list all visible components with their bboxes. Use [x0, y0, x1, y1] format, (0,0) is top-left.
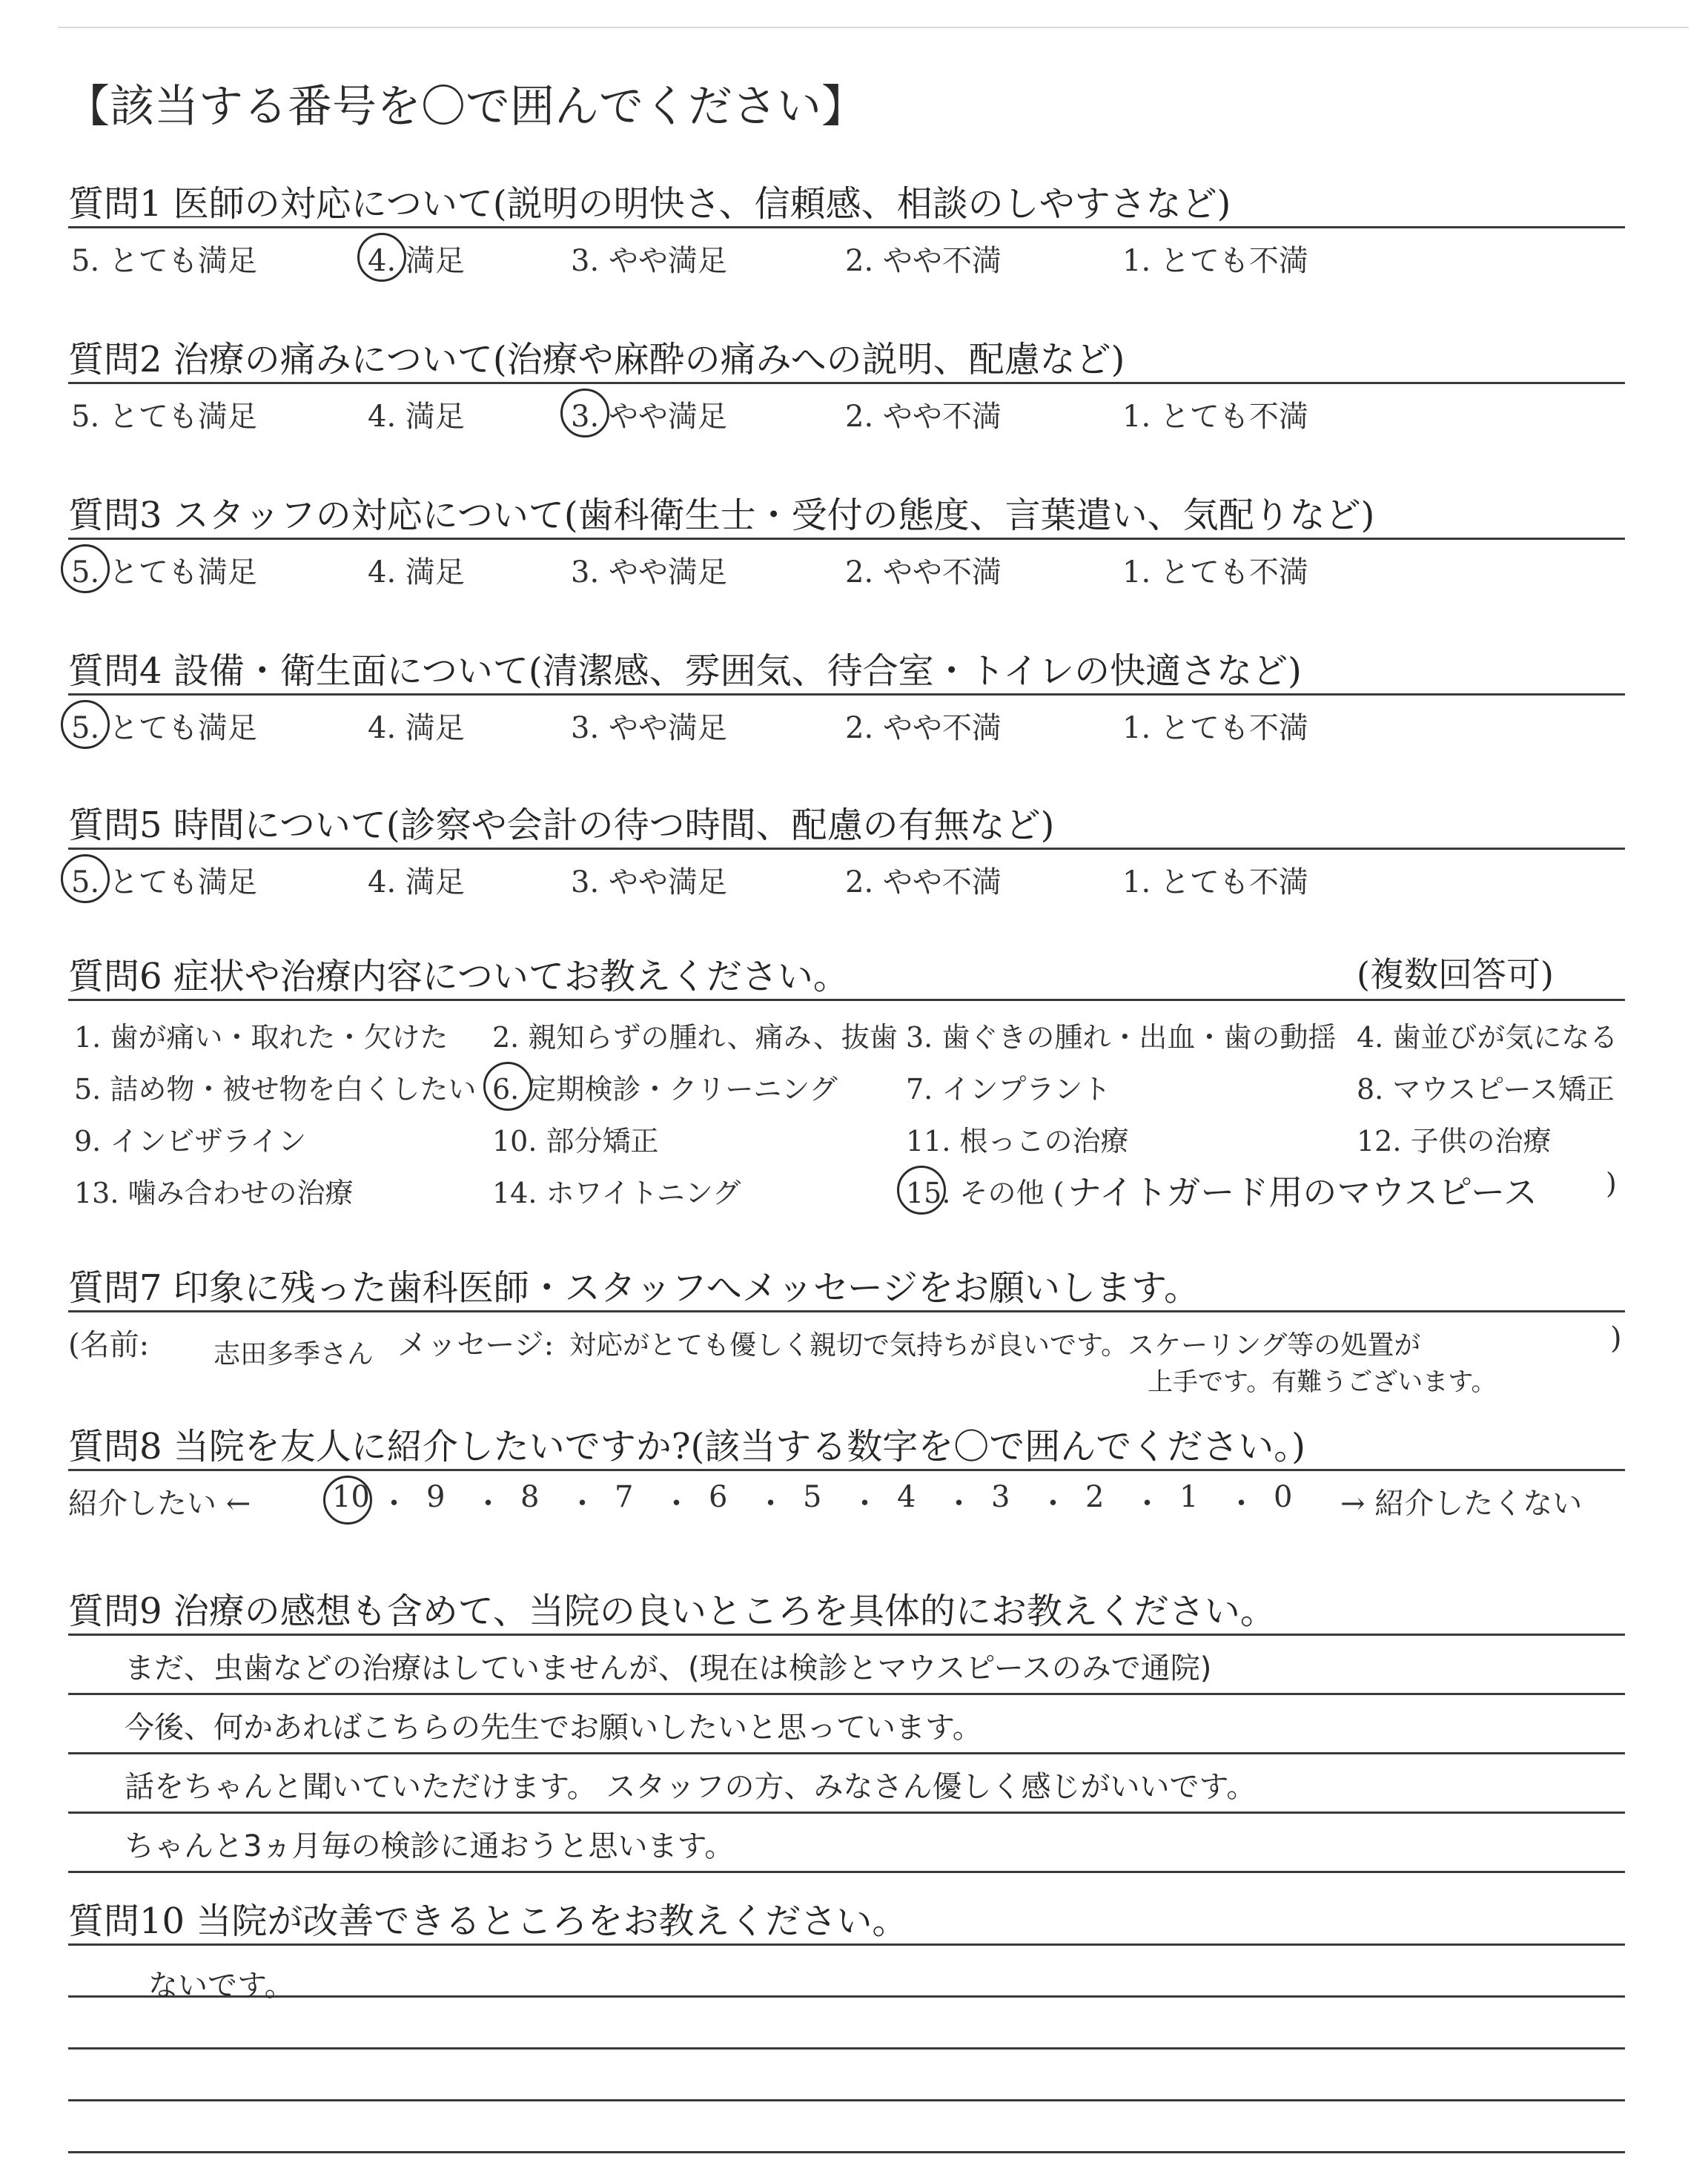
- q8-scale-0: 0: [1274, 1480, 1293, 1514]
- q8-right-label: → 紹介したくない: [1340, 1487, 1583, 1521]
- q3-option-3: 3. やや満足: [571, 555, 727, 589]
- q8-separator: ・: [379, 1487, 409, 1521]
- q1-option-2: 2. やや不満: [845, 244, 1002, 278]
- q8-separator: ・: [473, 1487, 503, 1521]
- q8-scale-6: 6: [709, 1480, 728, 1514]
- q5-option-1: 1. とても不満: [1122, 865, 1308, 899]
- q2-option-3: 3. やや満足: [571, 400, 727, 434]
- q8-separator: ・: [661, 1487, 692, 1521]
- q8-separator: ・: [1038, 1487, 1068, 1521]
- q4-title: 質問4 設備・衛生面について(清潔感、雰囲気、待合室・トイレの快適さなど): [68, 650, 1302, 692]
- q6-option-15: 15. その他 (: [906, 1177, 1065, 1209]
- q7-name-label: (名前:: [68, 1328, 150, 1362]
- q6-note: (複数回答可): [1357, 954, 1554, 994]
- q8-scale-4: 4: [897, 1480, 916, 1514]
- q9-handwriting-3: 話をちゃんと聞いていただけます。 スタッフの方、みなさん優しく感じがいいです。: [125, 1770, 1257, 1804]
- q3-selected-circle: [61, 544, 110, 593]
- q2-title: 質問2 治療の痛みについて(治療や麻酔の痛みへの説明、配慮など): [68, 339, 1125, 380]
- q4-option-1: 1. とても不満: [1122, 711, 1308, 745]
- q10-line-1: [68, 1943, 1625, 1946]
- q1-option-3: 3. やや満足: [571, 244, 727, 278]
- q8-scale-5: 5: [803, 1480, 822, 1514]
- q3-option-2: 2. やや不満: [845, 555, 1002, 589]
- q8-separator: ・: [1226, 1487, 1257, 1521]
- q3-rule: [68, 538, 1625, 540]
- q6-option-3: 3. 歯ぐきの腫れ・出血・歯の動揺: [906, 1021, 1337, 1054]
- q4-selected-circle: [61, 700, 110, 749]
- q8-separator: ・: [850, 1487, 880, 1521]
- q6-option-4: 4. 歯並びが気になる: [1357, 1021, 1618, 1054]
- q1-option-4: 4. 満足: [368, 244, 465, 278]
- q2-option-2: 2. やや不満: [845, 400, 1002, 434]
- q10-handwriting-1: ないです。: [148, 1969, 294, 2003]
- q9-handwriting-1: まだ、虫歯などの治療はしていませんが、(現在は検診とマウスピースのみで通院): [125, 1651, 1212, 1685]
- page-title: 【該当する番号を〇で囲んでください】: [65, 81, 866, 133]
- q6-option-1: 1. 歯が痛い・取れた・欠けた: [74, 1021, 448, 1054]
- q5-option-4: 4. 満足: [368, 865, 465, 899]
- q7-message-line1: 対応がとても優しく親切で気持ちが良いです。スケーリング等の処置が: [569, 1330, 1421, 1361]
- q10-line-3: [68, 2047, 1625, 2050]
- q1-title: 質問1 医師の対応について(説明の明快さ、信頼感、相談のしやすさなど): [68, 183, 1231, 225]
- q9-line-1: [68, 1634, 1625, 1636]
- q6-selected-circle-15: [897, 1166, 946, 1215]
- q6-option-12: 12. 子供の治療: [1357, 1125, 1552, 1157]
- q6-option-13: 13. 噛み合わせの治療: [74, 1177, 354, 1209]
- q8-left-label: 紹介したい ←: [68, 1487, 251, 1521]
- q8-scale-8: 8: [520, 1480, 540, 1514]
- q5-option-3: 3. やや満足: [571, 865, 727, 899]
- q5-selected-circle: [61, 854, 110, 903]
- q7-name-handwriting: 志田多季さん: [214, 1339, 374, 1370]
- q6-option-10: 10. 部分矯正: [492, 1125, 659, 1157]
- q9-line-2: [68, 1693, 1625, 1695]
- q9-title: 質問9 治療の感想も含めて、当院の良いところを具体的にお教えください。: [68, 1591, 1276, 1632]
- q2-rule: [68, 382, 1625, 384]
- q8-separator: ・: [755, 1487, 786, 1521]
- q8-separator: ・: [944, 1487, 974, 1521]
- q6-other-close-paren: ): [1606, 1167, 1617, 1200]
- q9-line-3: [68, 1752, 1625, 1754]
- q9-line-5: [68, 1871, 1625, 1873]
- q10-title: 質問10 当院が改善できるところをお教えください。: [68, 1900, 908, 1942]
- q8-scale-7: 7: [615, 1480, 634, 1514]
- q10-line-5: [68, 2151, 1625, 2153]
- q6-option-14: 14. ホワイトニング: [492, 1177, 741, 1209]
- q2-option-5: 5. とても満足: [71, 400, 257, 434]
- q5-title: 質問5 時間について(診察や会計の待つ時間、配慮の有無など): [68, 805, 1055, 846]
- q8-scale-1: 1: [1179, 1480, 1199, 1514]
- q6-selected-circle-6: [483, 1062, 532, 1111]
- q8-title: 質問8 当院を友人に紹介したいですか?(該当する数字を〇で囲んでください。): [68, 1426, 1305, 1467]
- q3-option-1: 1. とても不満: [1122, 555, 1308, 589]
- q7-message-line2: 上手です。有難うございます。: [1148, 1367, 1497, 1397]
- q1-selected-circle: [357, 233, 406, 282]
- q8-scale-9: 9: [426, 1480, 446, 1514]
- q1-rule: [68, 226, 1625, 228]
- q10-line-4: [68, 2099, 1625, 2101]
- q5-option-5: 5. とても満足: [71, 865, 257, 899]
- q7-close-paren: ): [1610, 1321, 1622, 1355]
- q4-option-5: 5. とても満足: [71, 711, 257, 745]
- q6-option-8: 8. マウスピース矯正: [1357, 1073, 1615, 1106]
- q9-handwriting-2: 今後、何かあればこちらの先生でお願いしたいと思っています。: [125, 1711, 982, 1745]
- q8-separator: ・: [567, 1487, 598, 1521]
- q1-option-1: 1. とても不満: [1122, 244, 1308, 278]
- q6-option-5: 5. 詰め物・被せ物を白くしたい: [74, 1073, 477, 1106]
- q8-rule: [68, 1469, 1625, 1471]
- q6-option-11: 11. 根っこの治療: [906, 1125, 1129, 1157]
- q8-scale-10: 10: [332, 1480, 370, 1514]
- q1-option-5: 5. とても満足: [71, 244, 257, 278]
- q6-option-9: 9. インビザライン: [74, 1125, 307, 1157]
- q2-option-1: 1. とても不満: [1122, 400, 1308, 434]
- q6-option-6: 6. 定期検診・クリーニング: [492, 1073, 838, 1106]
- q8-selected-circle: [323, 1476, 372, 1525]
- q7-title: 質問7 印象に残った歯科医師・スタッフへメッセージをお願いします。: [68, 1267, 1200, 1309]
- q6-other-handwriting: ナイトガード用のマウスピース: [1068, 1172, 1537, 1212]
- q3-title: 質問3 スタッフの対応について(歯科衛生士・受付の態度、言葉遣い、気配りなど): [68, 495, 1375, 536]
- q6-rule: [68, 999, 1625, 1001]
- q10-line-2: [68, 1995, 1625, 1998]
- q4-rule: [68, 693, 1625, 696]
- q4-option-4: 4. 満足: [368, 711, 465, 745]
- q7-message-label: メッセージ:: [397, 1328, 555, 1362]
- q3-option-5: 5. とても満足: [71, 555, 257, 589]
- q8-scale-2: 2: [1085, 1480, 1105, 1514]
- q9-line-4: [68, 1811, 1625, 1814]
- q8-separator: ・: [1132, 1487, 1162, 1521]
- q4-option-2: 2. やや不満: [845, 711, 1002, 745]
- q5-rule: [68, 848, 1625, 850]
- q3-option-4: 4. 満足: [368, 555, 465, 589]
- q6-option-2: 2. 親知らずの腫れ、痛み、抜歯: [492, 1021, 898, 1054]
- q6-title: 質問6 症状や治療内容についてお教えください。: [68, 956, 849, 997]
- q6-option-7: 7. インプラント: [906, 1073, 1111, 1106]
- q9-handwriting-4: ちゃんと3ヵ月毎の検診に通おうと思います。: [125, 1829, 735, 1863]
- q2-option-4: 4. 満足: [368, 400, 465, 434]
- q7-rule: [68, 1310, 1625, 1312]
- q4-option-3: 3. やや満足: [571, 711, 727, 745]
- q8-scale-3: 3: [991, 1480, 1010, 1514]
- top-border: [58, 27, 1689, 28]
- q5-option-2: 2. やや不満: [845, 865, 1002, 899]
- q2-selected-circle: [560, 389, 609, 437]
